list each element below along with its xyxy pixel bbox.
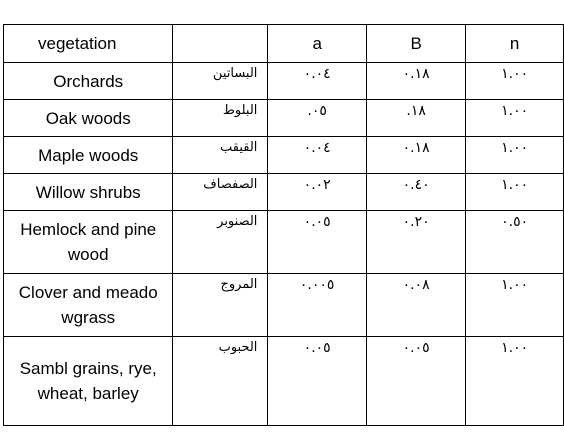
row-a-value: ٠.٠٤ [268, 137, 367, 174]
row-b-value: ٠.٠٥ [366, 337, 465, 426]
header-arabic [173, 25, 268, 63]
table-row [4, 63, 564, 100]
table-row [4, 274, 564, 337]
row-a-value: ٠.٠٥ [268, 211, 367, 274]
header-b: B [366, 25, 465, 63]
row-n-value: ١.٠٠ [466, 174, 564, 211]
row-vegetation-name: Hemlock and pine wood [4, 211, 173, 274]
row-arabic-name: البساتين [173, 63, 268, 100]
row-n-value: ٠.٥٠ [466, 211, 564, 274]
row-vegetation-name: Oak woods [4, 100, 173, 137]
row-arabic-name: الحبوب [173, 337, 268, 426]
table-header-row [4, 25, 564, 63]
row-n-value: ١.٠٠ [466, 63, 564, 100]
row-vegetation-name: Willow shrubs [4, 174, 173, 211]
row-arabic-name: الصفصاف [173, 174, 268, 211]
row-vegetation-name: Maple woods [4, 137, 173, 174]
row-arabic-name: المروج [173, 274, 268, 337]
row-b-value: ٠.٤٠ [366, 174, 465, 211]
header-a: a [268, 25, 367, 63]
row-a-value: .٠٥ [268, 100, 367, 137]
row-b-value: ٠.١٨ [366, 63, 465, 100]
table-row [4, 174, 564, 211]
row-vegetation-name: Orchards [4, 63, 173, 100]
header-vegetation: vegetation [4, 25, 173, 63]
row-b-value: ٠.٢٠ [366, 211, 465, 274]
row-b-value: ٠.١٨ [366, 137, 465, 174]
row-a-value: ٠.٠٢ [268, 174, 367, 211]
row-vegetation-name: Sambl grains, rye, wheat, barley [4, 337, 173, 426]
table-row [4, 337, 564, 426]
header-n: n [466, 25, 564, 63]
row-vegetation-name: Clover and meado wgrass [4, 274, 173, 337]
row-n-value: ١.٠٠ [466, 337, 564, 426]
table-row [4, 211, 564, 274]
row-n-value: ١.٠٠ [466, 100, 564, 137]
row-n-value: ١.٠٠ [466, 137, 564, 174]
row-a-value: ٠.٠٠٥ [268, 274, 367, 337]
row-arabic-name: الصنوبر [173, 211, 268, 274]
row-a-value: ٠.٠٥ [268, 337, 367, 426]
row-arabic-name: البلوط [173, 100, 268, 137]
row-b-value: ٠.٠٨ [366, 274, 465, 337]
row-n-value: ١.٠٠ [466, 274, 564, 337]
row-a-value: ٠.٠٤ [268, 63, 367, 100]
row-arabic-name: القيقب [173, 137, 268, 174]
table-row [4, 137, 564, 174]
table-row [4, 100, 564, 137]
vegetation-coefficient-table [3, 24, 564, 426]
row-b-value: .١٨ [366, 100, 465, 137]
